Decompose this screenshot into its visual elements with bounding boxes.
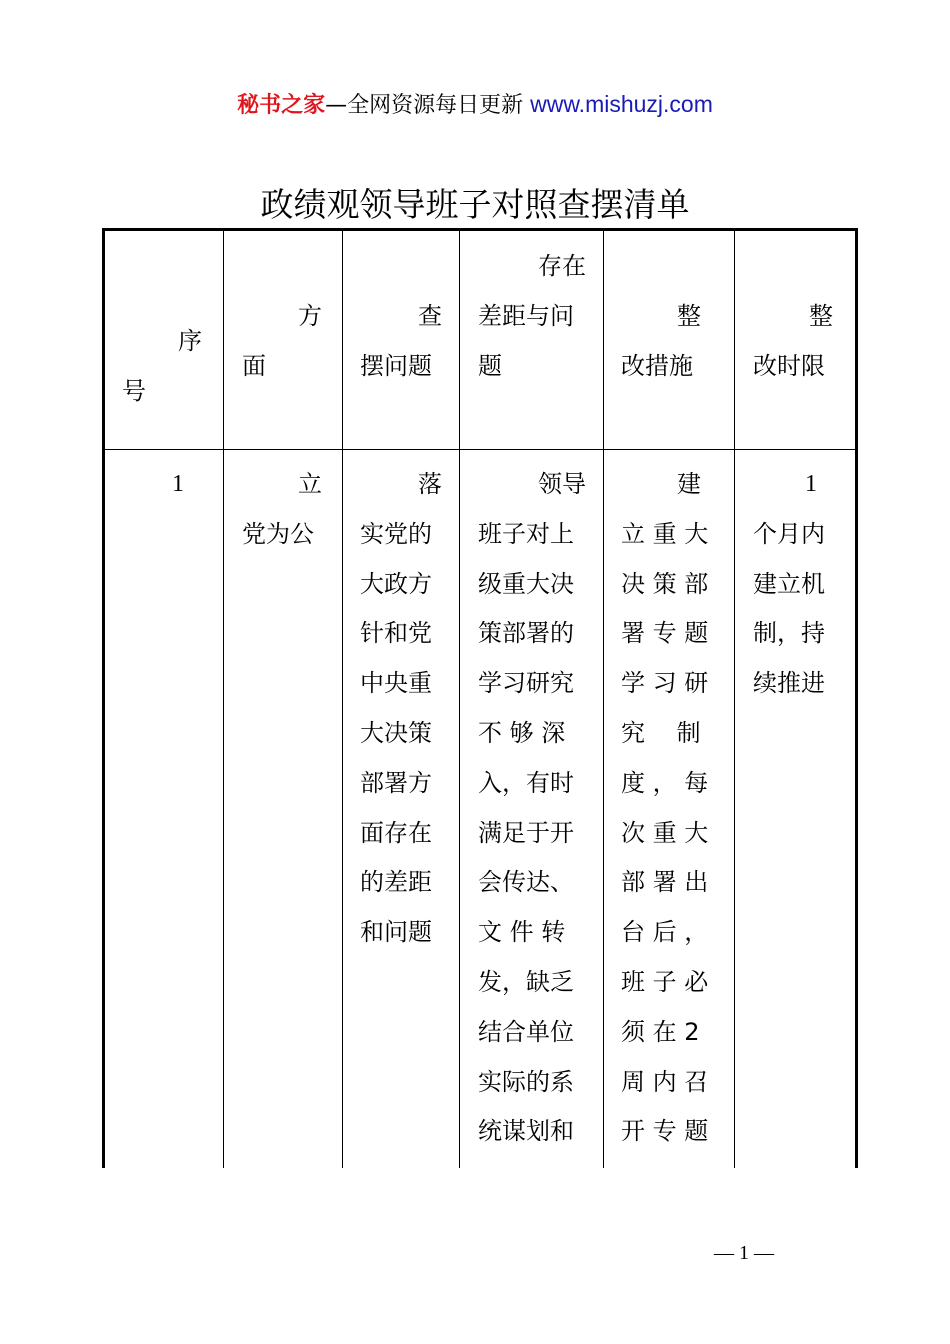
header-rectification-measures: 整 改措施 bbox=[621, 302, 701, 380]
header-aspect: 方 面 bbox=[242, 302, 322, 380]
site-url-link[interactable]: www.mishuzj.com bbox=[530, 91, 713, 117]
header-serial-number: 序 号 bbox=[122, 327, 202, 405]
row-serial-number: 1 bbox=[172, 471, 184, 497]
brand-name: 秘书之家 bbox=[237, 93, 326, 118]
table-right-border bbox=[855, 228, 858, 1168]
column-divider bbox=[459, 228, 460, 1168]
header-row-divider bbox=[102, 449, 858, 450]
row-aspect: 立 党为公 bbox=[242, 470, 322, 548]
row-deadline: 1 个月内 建立机 制，持 续推进 bbox=[753, 471, 825, 698]
header-gaps-and-problems: 存在 差距与问 题 bbox=[478, 252, 586, 380]
table-left-border bbox=[102, 228, 105, 1168]
table-top-border bbox=[102, 228, 858, 231]
header-tagline: —全网资源每日更新 bbox=[325, 93, 531, 118]
row-problem-description: 领导 班子对上 级重大决 策部署的 学习研究 不 够 深 入，有时 满足于开 会传达、 文 件 转 发，缺乏 结合单位 实际的系 统谋划和 bbox=[478, 470, 586, 1146]
document-title: 政绩观领导班子对照查摆清单 bbox=[260, 185, 690, 224]
page-number: — 1 — bbox=[714, 1242, 774, 1264]
column-divider bbox=[223, 228, 224, 1168]
column-divider bbox=[342, 228, 343, 1168]
site-header bbox=[0, 86, 950, 124]
row-check-issue: 落 实党的 大政方 针和党 中央重 大决策 部署方 面存在 的差距 和问题 bbox=[360, 470, 442, 947]
row-rectification-measures: 建 立 重 大 决 策 部 署 专 题 学 习 研 究 制 度 ， 每 次 重 大 部 署 出 台 后 ， 班 子 必 须 在 2 周 内 召 开 专 题 bbox=[621, 470, 709, 1146]
checklist-table bbox=[102, 228, 858, 1168]
column-divider bbox=[734, 228, 735, 1168]
column-divider bbox=[603, 228, 604, 1168]
header-rectification-deadline: 整 改时限 bbox=[753, 302, 833, 380]
header-check-issues: 查 摆问题 bbox=[360, 302, 442, 380]
